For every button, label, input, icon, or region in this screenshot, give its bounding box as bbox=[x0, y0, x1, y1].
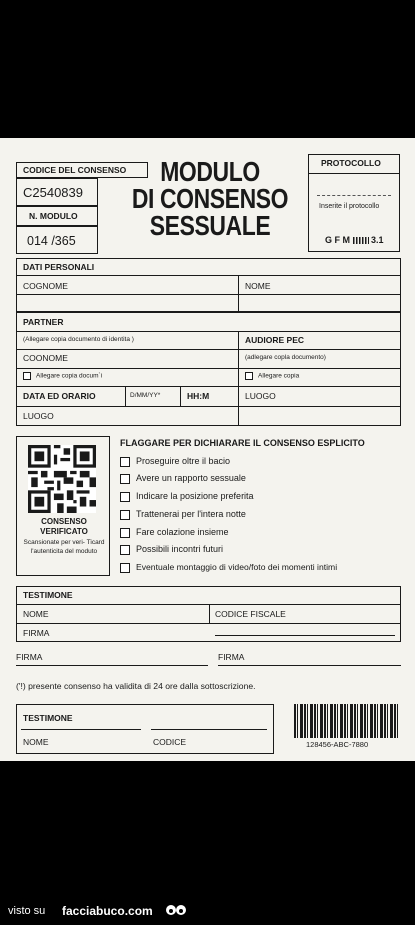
checklist-header: FLAGGARE PER DICHIARARE IL CONSENSO ESPLICITO bbox=[120, 438, 365, 448]
checklist-item[interactable] bbox=[120, 491, 254, 502]
date-time-label: DATA ED ORARIO bbox=[23, 391, 96, 401]
module-number-label-box bbox=[16, 206, 98, 226]
qr-caption: Scansionate per veri- Ticard l'autenticita del moduto bbox=[23, 539, 105, 555]
attach-doc-checkbox[interactable] bbox=[23, 372, 31, 380]
checklist-item-label: Eventuale montaggio di video/foto dei momenti intimi bbox=[136, 562, 338, 572]
checkbox[interactable] bbox=[120, 545, 130, 555]
checkbox[interactable] bbox=[120, 474, 130, 484]
place-right-field[interactable]: LUOGO bbox=[245, 391, 276, 401]
witness2-name-field[interactable]: NOME bbox=[23, 737, 49, 747]
protocol-box bbox=[308, 154, 400, 252]
attach-copy-label: Allegare copia bbox=[258, 372, 300, 380]
witness2-code-field[interactable]: CODICE bbox=[153, 737, 187, 747]
checkbox[interactable] bbox=[120, 563, 130, 573]
checklist-item-label: Indicare la posizione preferita bbox=[136, 491, 254, 501]
date-format-field[interactable]: D/MM/YY* bbox=[130, 392, 161, 399]
protocol-barcode-icon bbox=[353, 237, 369, 244]
checklist-item-label: Possibili incontri futuri bbox=[136, 544, 224, 554]
barcode-icon bbox=[294, 704, 400, 738]
consent-code-value-box bbox=[16, 178, 98, 206]
protocol-hint: Inserite il protocollo bbox=[319, 203, 380, 210]
footer-prefix: visto su bbox=[8, 905, 46, 917]
audit-label: AUDIORE PEC bbox=[245, 335, 305, 345]
module-number-value-box bbox=[16, 226, 98, 254]
title-line-1: MODULO bbox=[160, 156, 260, 187]
checklist-item[interactable] bbox=[120, 527, 229, 538]
checklist-item-label: Trattenerai per l'intera notte bbox=[136, 509, 246, 519]
checklist-item[interactable] bbox=[120, 544, 223, 555]
partner-doc-note: (adlegare copla documento) bbox=[245, 354, 326, 361]
time-format-field[interactable]: HH:M bbox=[187, 391, 210, 401]
witness2-section bbox=[16, 704, 274, 754]
attach-doc-label: Allegare copia docum`i bbox=[36, 372, 103, 380]
witness-name-field[interactable]: NOME bbox=[23, 609, 49, 619]
partner-section bbox=[16, 312, 401, 426]
checkbox[interactable] bbox=[120, 457, 130, 467]
checkbox[interactable] bbox=[120, 510, 130, 520]
attach-copy-checkbox[interactable] bbox=[245, 372, 253, 380]
signature-left-label: FIRMA bbox=[16, 652, 43, 662]
checklist-item[interactable] bbox=[120, 456, 230, 467]
checklist-item[interactable] bbox=[120, 509, 246, 520]
checklist-item[interactable] bbox=[120, 473, 246, 484]
attach-copy-option[interactable] bbox=[245, 372, 299, 380]
witness-section bbox=[16, 586, 401, 642]
consent-form-paper bbox=[0, 138, 415, 761]
checkbox[interactable] bbox=[120, 528, 130, 538]
witness-tax-code-field[interactable]: CODICE FISCALE bbox=[215, 609, 286, 619]
place-left-field[interactable]: LUOGO bbox=[23, 411, 54, 421]
watermark-footer bbox=[0, 898, 415, 925]
witness-signature-field[interactable]: FIRMA bbox=[23, 628, 50, 638]
qr-title: CONSENSO VERIFICATO bbox=[40, 517, 88, 536]
consent-code-value: C2540839 bbox=[23, 185, 83, 200]
witness2-header: TESTIMONE bbox=[23, 713, 73, 723]
witness-header: TESTIMONE bbox=[23, 590, 73, 600]
form-title bbox=[110, 158, 310, 239]
partner-surname-field[interactable]: COONOME bbox=[23, 353, 68, 363]
checklist-item-label: Fare colazione insieme bbox=[136, 527, 229, 537]
personal-data-section bbox=[16, 258, 401, 312]
qr-verify-box bbox=[16, 436, 110, 576]
site-logo-icon bbox=[164, 902, 188, 918]
partner-header: PARTNER bbox=[23, 317, 64, 327]
surname-field[interactable]: COGNOME bbox=[23, 281, 68, 291]
consent-checklist bbox=[120, 456, 405, 576]
personal-data-header: DATI PERSONALI bbox=[23, 262, 95, 272]
checklist-item-label: Avere un rapporto sessuale bbox=[136, 473, 246, 483]
module-number-value: 014 /365 bbox=[27, 234, 76, 248]
signature-right-label: FIRMA bbox=[218, 652, 245, 662]
checkbox[interactable] bbox=[120, 492, 130, 502]
protocol-version: 3.1 bbox=[371, 235, 384, 245]
title-line-2: DI CONSENSO bbox=[131, 183, 289, 214]
barcode-text: 128456-ABC-7880 bbox=[306, 740, 369, 749]
consent-code-label: CODICE DEL CONSENSO bbox=[23, 165, 127, 175]
title-line-3: SESSUALE bbox=[149, 210, 271, 241]
checklist-item[interactable] bbox=[120, 562, 337, 573]
signature-right-line[interactable] bbox=[218, 665, 401, 666]
protocol-label: PROTOCOLLO bbox=[321, 158, 381, 168]
signature-left-line[interactable] bbox=[16, 665, 208, 666]
validity-note: ('!) presente consenso ha validita di 24 ore dalla sottoscrizione. bbox=[16, 681, 256, 691]
qr-code-icon[interactable] bbox=[28, 445, 96, 513]
protocol-code bbox=[325, 235, 384, 245]
protocol-code-text: G F M bbox=[325, 235, 350, 245]
attach-doc-option[interactable] bbox=[23, 372, 102, 380]
footer-site-link[interactable]: facciabuco.com bbox=[62, 904, 153, 918]
name-field[interactable]: NOME bbox=[245, 281, 271, 291]
partner-id-note: (Allegare copia documento di identita ) bbox=[23, 336, 134, 343]
checklist-item-label: Proseguire oltre il bacio bbox=[136, 456, 231, 466]
module-number-label: N. MODULO bbox=[29, 211, 78, 221]
